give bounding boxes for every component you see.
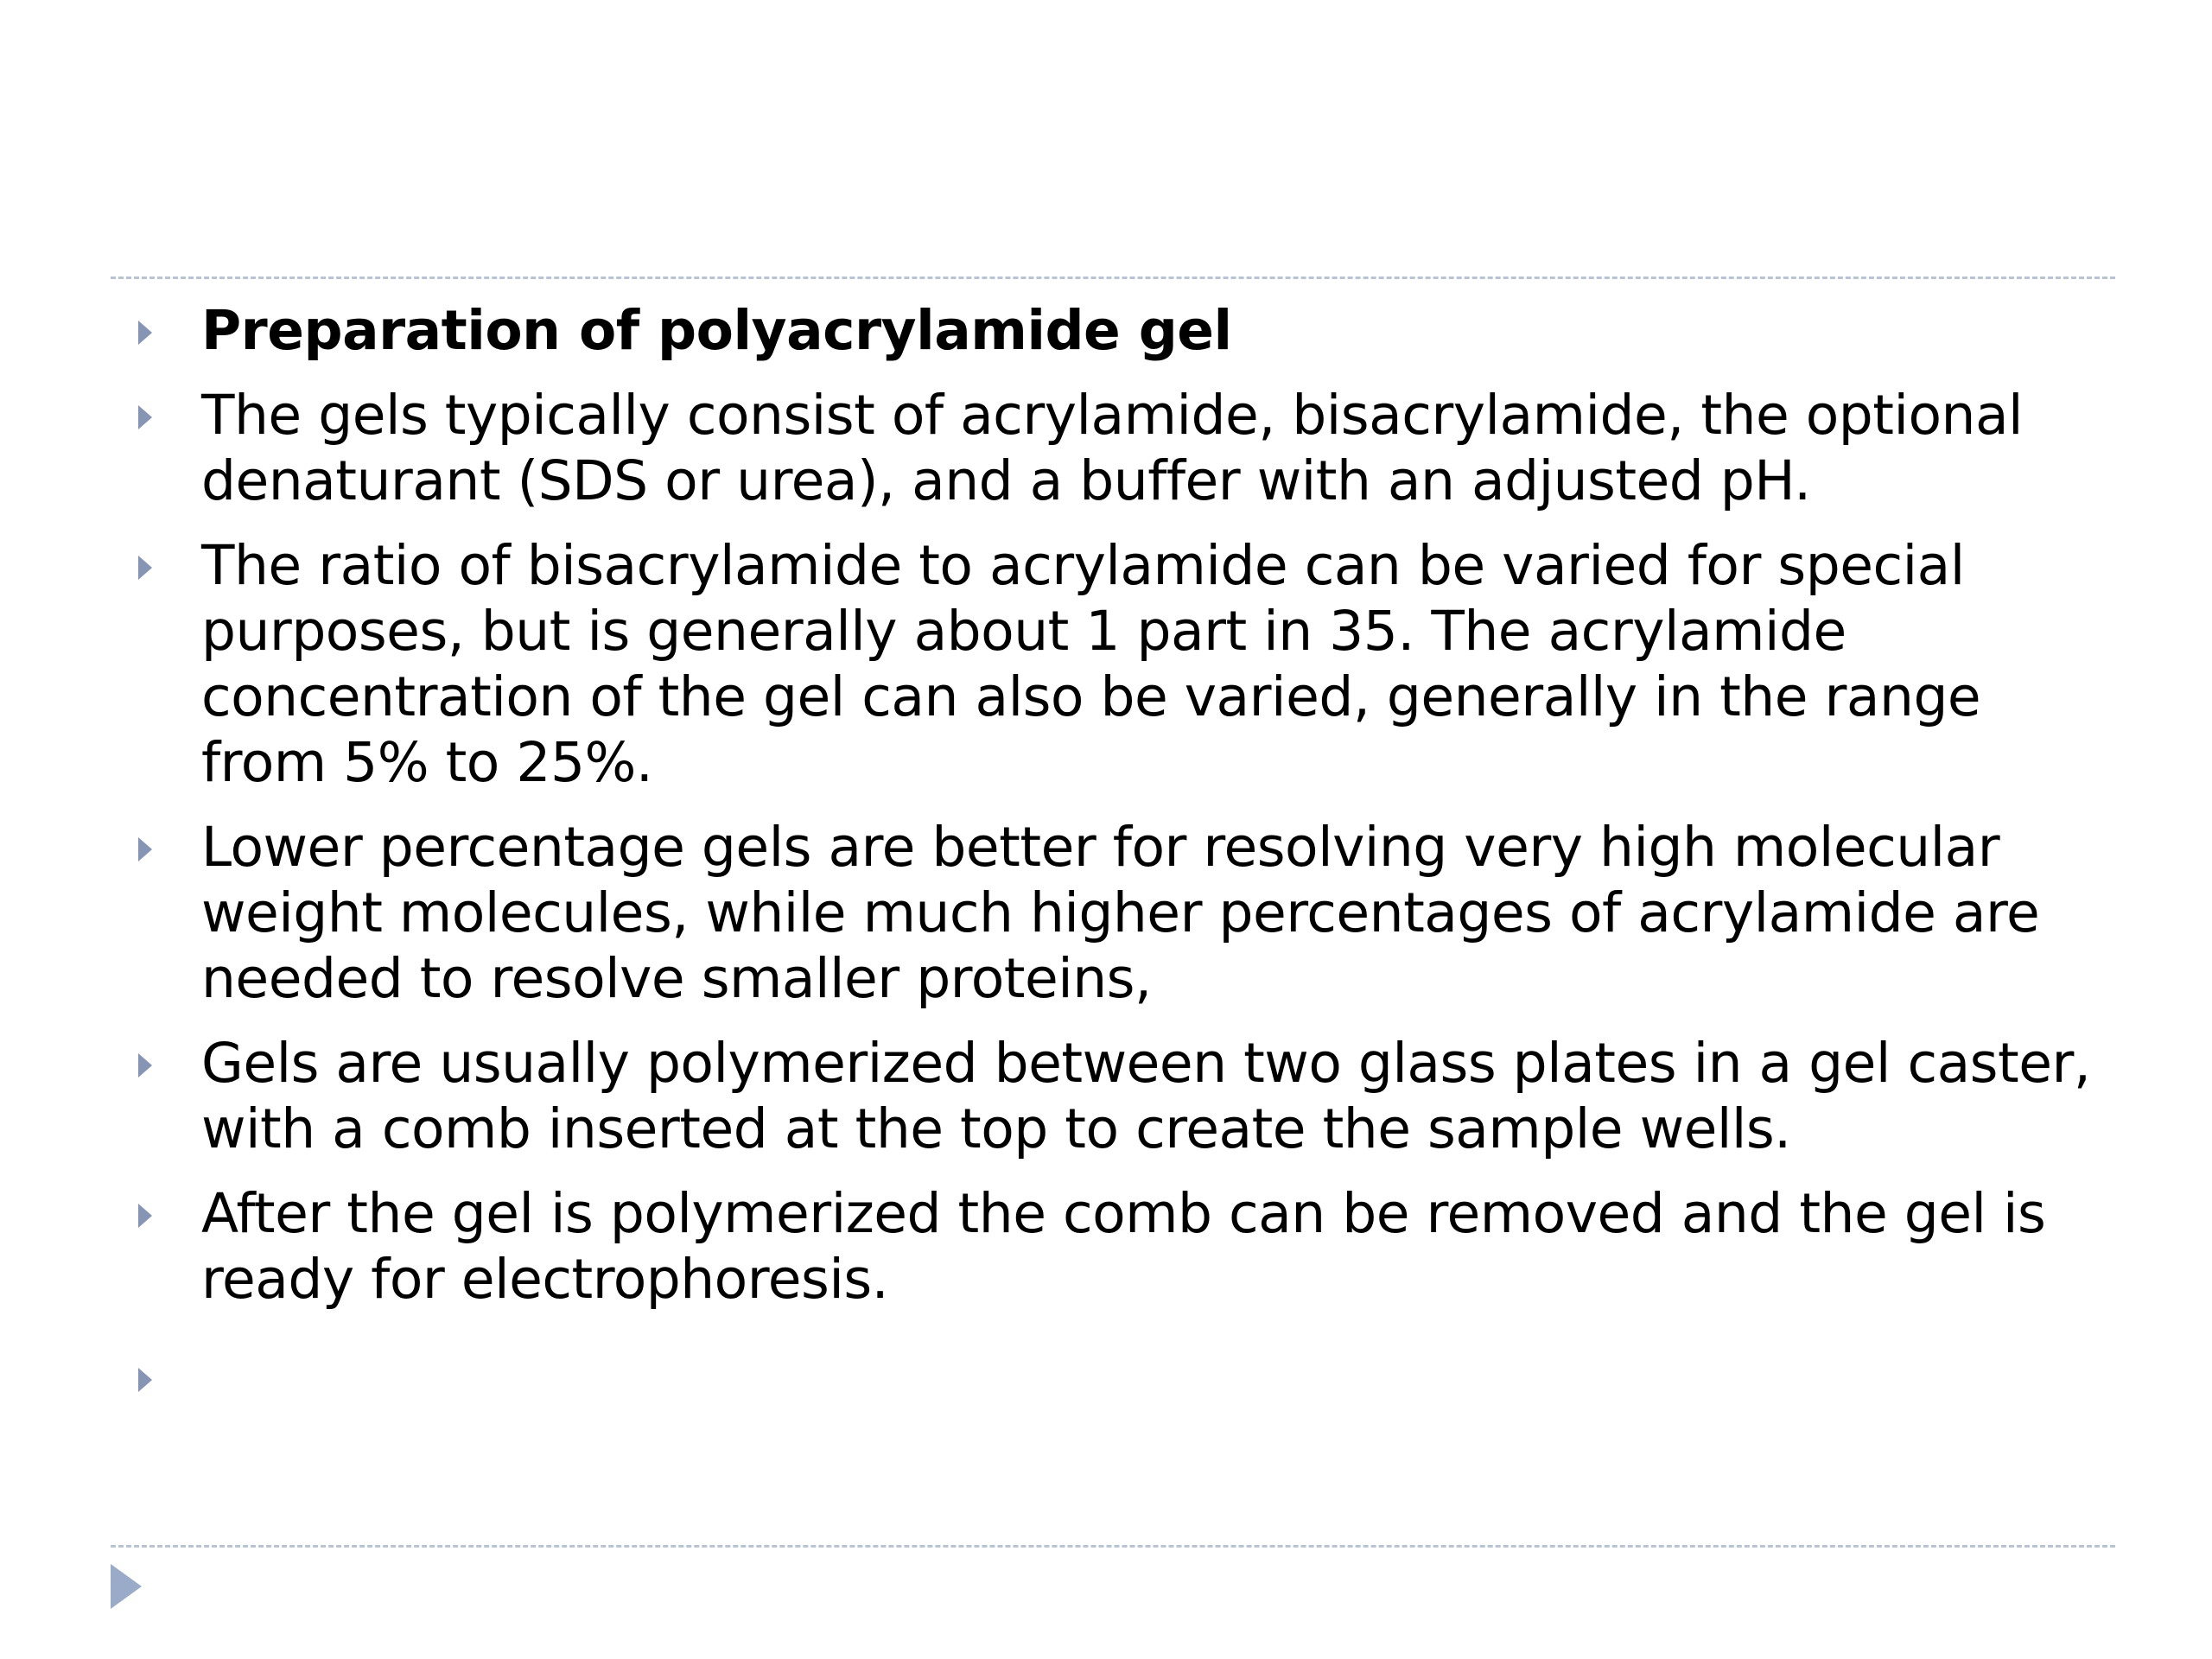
bullet-item-heading xyxy=(121,298,2108,364)
triangle-bullet-icon xyxy=(138,556,152,580)
bullet-item-empty xyxy=(121,1345,2108,1411)
bullet-item xyxy=(121,383,2108,514)
bullet-text: After the gel is polymerized the comb can be removed and the gel is ready for electrophoresis. xyxy=(201,1182,2046,1311)
triangle-bullet-icon xyxy=(138,1368,152,1392)
bullet-text: Lower percentage gels are better for resolving very high molecular weight molecules, while much higher percentages of acrylamide are needed to resolve smaller proteins, xyxy=(201,816,2040,1010)
bullet-text: The gels typically consist of acrylamide, bisacrylamide, the optional denaturant (SDS or urea), and a buffer with an adjusted pH. xyxy=(201,384,2024,512)
bullet-text: Gels are usually polymerized between two glass plates in a gel caster, with a comb inserted at the top to create the sample wells. xyxy=(201,1032,2091,1160)
bullet-item xyxy=(121,1181,2108,1313)
bullet-text: Preparation of polyacrylamide gel xyxy=(201,299,1232,362)
triangle-bullet-icon xyxy=(138,321,152,345)
triangle-bullet-icon xyxy=(138,837,152,861)
bullet-item xyxy=(121,815,2108,1012)
triangle-bullet-icon xyxy=(138,1204,152,1228)
triangle-bullet-icon xyxy=(138,405,152,429)
bullet-list xyxy=(121,298,2108,1430)
bullet-item xyxy=(121,1031,2108,1162)
bottom-divider xyxy=(111,1545,2115,1548)
bullet-text: The ratio of bisacrylamide to acrylamide can be varied for special purposes, but is generally about 1 part in 35. The acrylamide concentration of the gel can also be varied, generally in the range from 5% to 25%. xyxy=(201,534,1981,794)
top-divider xyxy=(111,276,2115,279)
triangle-corner-icon xyxy=(111,1564,142,1609)
triangle-bullet-icon xyxy=(138,1053,152,1077)
bullet-item xyxy=(121,533,2108,796)
